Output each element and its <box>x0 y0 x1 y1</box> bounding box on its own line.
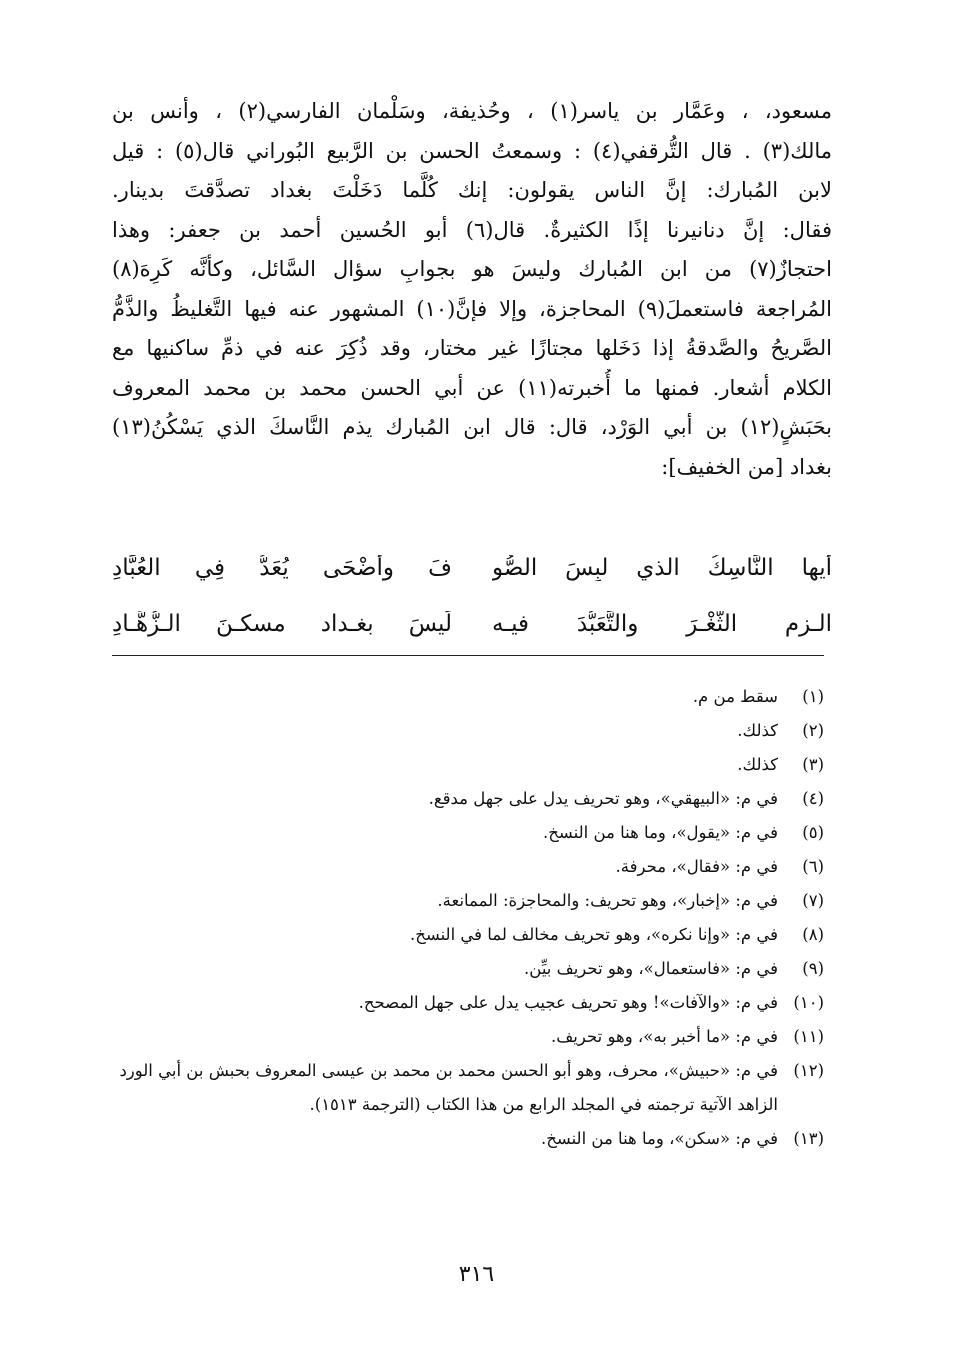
footnote-item <box>112 1054 824 1122</box>
footnote-number: (١٣) <box>793 1129 824 1148</box>
footnote-item <box>112 918 824 952</box>
footnote-item <box>112 782 824 816</box>
footnote-item <box>112 952 824 986</box>
footnote-item <box>112 1122 824 1156</box>
footnote-separator <box>112 655 824 656</box>
poem-verse <box>112 540 832 596</box>
body-line: بغداد [من الخفيف]: <box>661 454 832 479</box>
footnote-text: في م: «إخبار»، وهو تحريف: والمحاجزة: الممانعة. <box>437 891 778 910</box>
verse-second-hemistich: فَ وأَضْحَى يُعَدُّ فِي العُبَّادِ <box>112 555 452 581</box>
body-line: الصَّريحُ والصَّدقةُ إذا دَخَلها مجتازًا غير مختار، وقد ذُكِرَ عنه في ذمِّ ساكنيها مع <box>112 336 832 360</box>
footnote-number: (٧) <box>802 891 824 910</box>
poem <box>112 540 832 652</box>
verse-first-hemistich: أيها النَّاسِكُ الذي لبِسَ الصُّو <box>492 555 832 581</box>
footnote-number: (٢) <box>802 721 824 740</box>
poem-verse <box>112 596 832 652</box>
footnote-item <box>112 680 824 714</box>
verse-second-hemistich: لَيسَ بغـداد مسكـنَ الـزُّهَّـادِ <box>112 611 452 637</box>
footnote-item <box>112 816 824 850</box>
main-paragraph <box>112 92 832 487</box>
footnote-text: كذلك. <box>737 721 778 740</box>
body-line: الكلام أشعار. فمنها ما أُخبرته(١١) عن أبي الحسن محمد بن محمد المعروف <box>112 375 832 400</box>
footnote-number: (٩) <box>802 959 824 978</box>
body-line: فقال: إنَّ دنانيرنا إذًا الكثيرةٌ. قال(٦) أبو الحُسين أحمد بن جعفر: وهذا <box>112 217 832 242</box>
footnote-item <box>112 850 824 884</box>
footnote-item <box>112 748 824 782</box>
footnote-text: سقط من م. <box>692 687 778 706</box>
footnote-text: كذلك. <box>737 755 778 774</box>
footnote-text: في م: «فقال»، محرفة. <box>615 857 778 876</box>
footnote-number: (٥) <box>802 823 824 842</box>
body-line: مسعود، ، وعَمَّار بن ياسر(١) ، وحُذيفة، وسَلْمان الفارسي(٢) ، وأنس بن <box>112 99 832 123</box>
page-number: ٣١٦ <box>458 1262 495 1287</box>
footnote-number: (١٠) <box>793 993 824 1012</box>
footnote-text: في م: «البيهقي»، وهو تحريف يدل على جهل مدقع. <box>428 789 778 808</box>
footnote-number: (٤) <box>802 789 824 808</box>
footnote-item <box>112 714 824 748</box>
footnote-text: في م: «وإنا نكره»، وهو تحريف مخالف لما في النسخ. <box>409 925 778 944</box>
body-line: احتجازٌ(٧) من ابن المُبارك وليسَ هو بجوابِ سؤال السَّائل، وكأنَّه كَرِهَ(٨) <box>112 257 832 281</box>
footnote-text: في م: «ما أخبر به»، وهو تحريف. <box>550 1027 778 1046</box>
body-line: مالك(٣) . قال التُّرقفي(٤) : وسمعتُ الحسن بن الرَّبيع البُوراني قال(٥) : قيل <box>112 138 832 163</box>
footnote-item <box>112 884 824 918</box>
footnote-number: (٣) <box>802 755 824 774</box>
footnotes-list <box>112 680 824 1156</box>
body-line: بحَبَشٍ(١٢) بن أبي الوَرْد، قال: قال ابن المُبارك يذم النَّاسكَ الذي يَسْكُنُ(١٣) <box>112 415 832 439</box>
footnote-text: في م: «حبيش»، محرف، وهو أبو الحسن محمد بن محمد بن عيسى المعروف بحبش بن أبي الورد الزاهد الآتية ترجمته في المجلد الرابع من هذا الكتاب (الترجمة ١٥١٣). <box>119 1061 778 1114</box>
footnote-number: (٦) <box>802 857 824 876</box>
footnote-item <box>112 1020 824 1054</box>
footnote-text: في م: «يقول»، وما هنا من النسخ. <box>543 823 778 842</box>
footnote-text: في م: «والآفات»! وهو تحريف عجيب يدل على جهل المصحح. <box>358 993 778 1012</box>
footnote-text: في م: «فاستعمال»، وهو تحريف بيِّن. <box>524 959 778 978</box>
body-line: لابن المُبارك: إنَّ الناس يقولون: إنك كُلَّما دَخَلْتَ بغداد تصدَّقتَ بدينار. <box>112 178 832 202</box>
footnote-item <box>112 986 824 1020</box>
footnote-number: (١٢) <box>793 1061 824 1080</box>
verse-first-hemistich: الـزم الثَّغْـرَ والتَّعَبُّدَ فيـه <box>492 611 832 637</box>
footnote-number: (١١) <box>793 1027 824 1046</box>
footnote-text: في م: «سكن»، وما هنا من النسخ. <box>540 1129 778 1148</box>
footnote-number: (١) <box>802 687 824 706</box>
body-line: المُراجعة فاستعملَ(٩) المحاجزة، وإلا فإنَّ(١٠) المشهور عنه فيها التَّغليظُ والذَّمُّ <box>112 296 832 321</box>
footnote-number: (٨) <box>802 925 824 944</box>
